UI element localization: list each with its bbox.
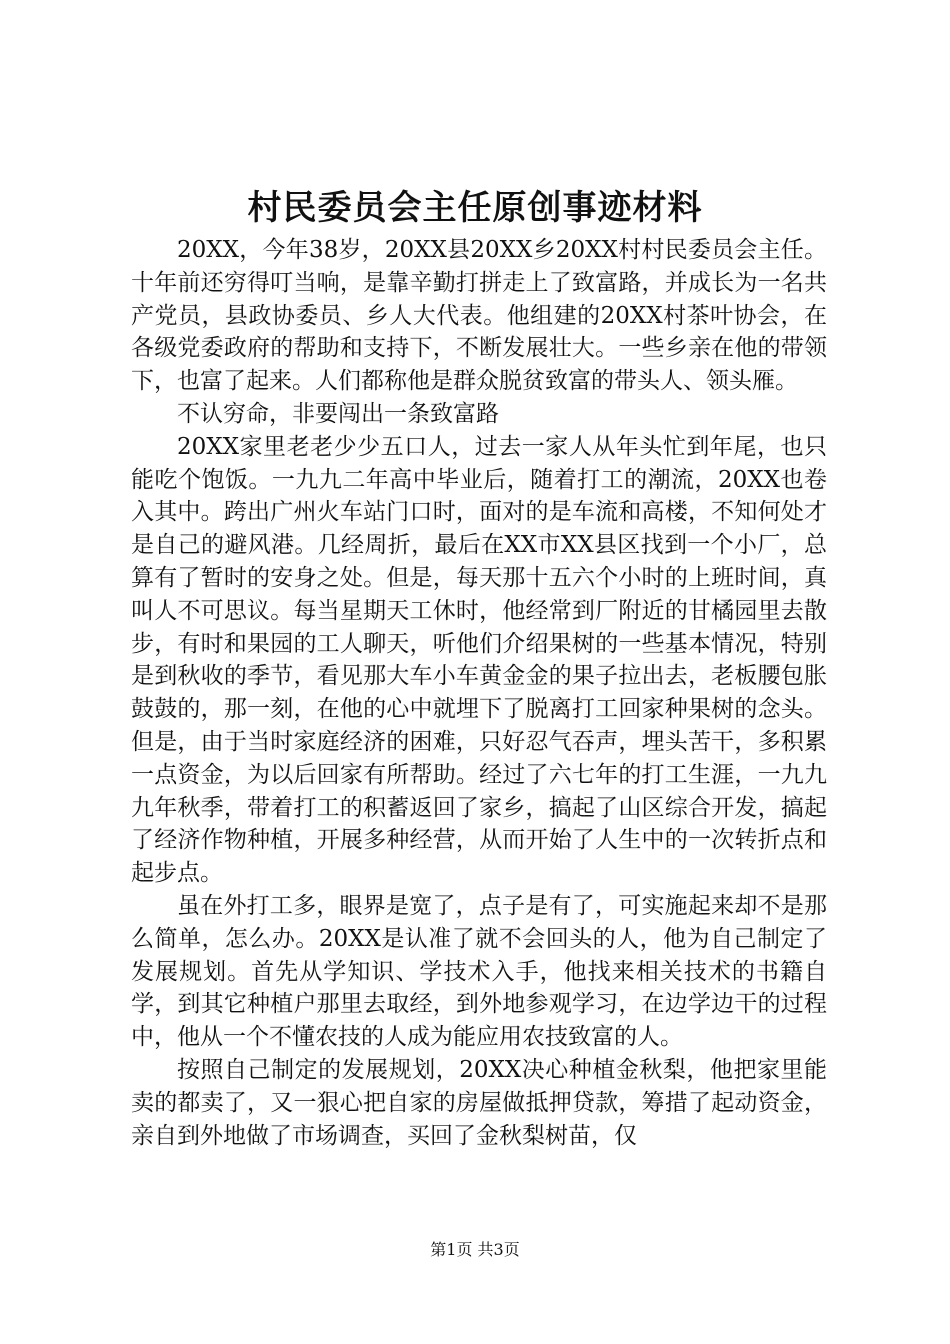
section-heading: 不认穷命，非要闯出一条致富路 bbox=[177, 400, 499, 427]
paragraph-pear: 按照自己制定的发展规划，20XX决心种植金秋梨，他把家里能卖的都卖了，又一狠心把自家的房屋做抵押贷款，筹措了起动资金，亲自到外地做了市场调查，买回了金秋梨树苗，仅 bbox=[131, 1056, 827, 1149]
paragraph-story: 20XX家里老老少少五口人，过去一家人从年头忙到年尾，也只能吃个饱饭。一九九二年高中毕业后，随着打工的潮流，20XX也卷入其中。跨出广州火车站门口时，面对的是车流和高楼，不知何处才是自己的避风港。几经周折，最后在XX市XX县区找到一个小厂，总算有了暂时的安身之处。但是，每天那十五六个小时的上班时间，真叫人不可思议。每当星期天工休时，他经常到厂附近的甘橘园里去散步，有时和果园的工人聊天，听他们介绍果树的一些基本情况，特别是到秋收的季节，看见那大车小车黄金金的果子拉出去，老板腰包胀鼓鼓的，那一刻，在他的心中就埋下了脱离打工回家种果树的念头。但是，由于当时家庭经济的困难，只好忍气吞声，埋头苦干，多积累一点资金，为以后回家有所帮助。经过了六七年的打工生涯，一九九九年秋季，带着打工的积蓄返回了家乡，搞起了山区综合开发，搞起了经济作物种植，开展多种经营，从而开始了人生中的一次转折点和起步点。 bbox=[131, 433, 827, 887]
document-title: 村民委员会主任原创事迹材料 bbox=[247, 188, 703, 228]
document-body bbox=[131, 234, 827, 1152]
page-number: 第1页 共3页 bbox=[430, 1240, 520, 1259]
paragraph-plan: 虽在外打工多，眼界是宽了，点子是有了，可实施起来却不是那么简单，怎么办。20XX是认准了就不会回头的人，他为自己制定了发展规划。首先从学知识、学技术入手，他找来相关技术的书籍自学，到其它种植户那里去取经，到外地参观学习，在边学边干的过程中，他从一个不懂农技的人成为能应用农技致富的人。 bbox=[131, 892, 827, 1051]
paragraph-intro: 20XX，今年38岁，20XX县20XX乡20XX村村民委员会主任。十年前还穷得叮当响，是靠辛勤打拼走上了致富路，并成长为一名共产党员，县政协委员、乡人大代表。他组建的20XX村茶叶协会，在各级党委政府的帮助和支持下，不断发展壮大。一些乡亲在他的带领下，也富了起来。人们都称他是群众脱贫致富的带头人、领头雁。 bbox=[131, 237, 827, 395]
